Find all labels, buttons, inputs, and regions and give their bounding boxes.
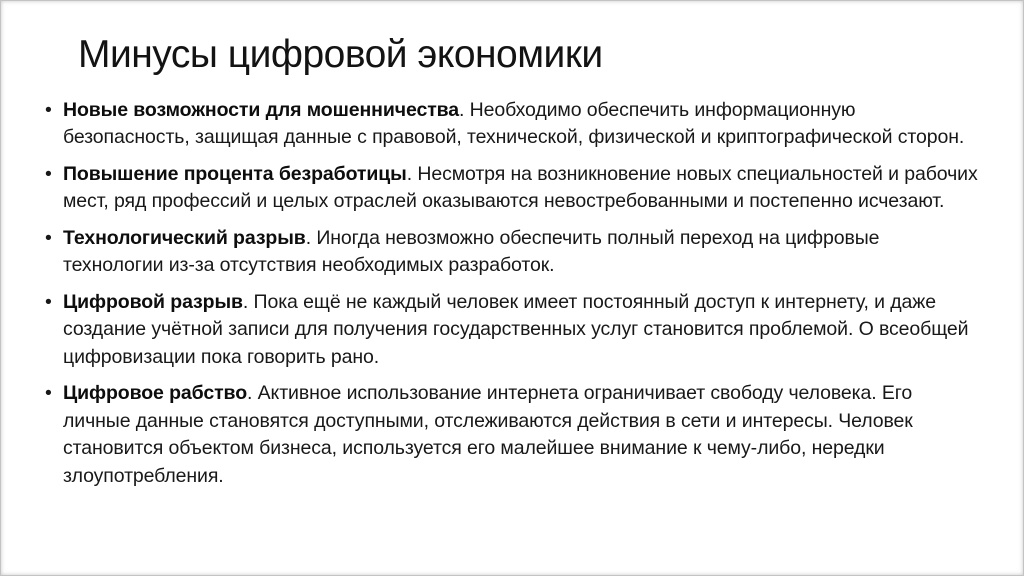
- bullet-icon: •: [45, 162, 52, 185]
- bullet-body: [63, 99, 964, 149]
- bullet-text: . Пока ещё не каждый человек имеет постоянный доступ к интернету, и даже создание учётной записи для получения государственных услуг становится проблемой. О всеобщей цифровизации пока говорить рано.: [63, 290, 969, 368]
- bullet-term: Повышение процента безработицы: [63, 162, 407, 185]
- bullet-term: Технологический разрыв: [63, 226, 306, 249]
- bullet-list: [44, 97, 984, 491]
- bullet-text: . Несмотря на возникновение новых специальностей и рабочих мест, ряд профессий и целых отраслей оказываются невостребованными и постепенно исчезают.: [63, 162, 978, 213]
- bullet-text: . Необходимо обеспечить информационную безопасность, защищая данные с правовой, технической, физической и криптографической сторон.: [63, 98, 965, 149]
- list-item: [44, 97, 984, 152]
- bullet-body: [63, 227, 879, 277]
- bullet-icon: •: [45, 382, 52, 405]
- list-item: [44, 289, 984, 372]
- bullet-text: . Активное использование интернета ограничивает свободу человека. Его личные данные становятся доступными, отслеживаются действия в сети и интересы. Человек становится объектом бизнеса, используется его малейшее внимание к чему-либо, нередки злоупотребления.: [63, 382, 913, 487]
- bullet-icon: •: [45, 98, 52, 121]
- bullet-body: [63, 382, 913, 487]
- bullet-body: [63, 291, 968, 368]
- bullet-text: . Иногда невозможно обеспечить полный переход на цифровые технологии из-за отсутствия необходимых разработок.: [63, 226, 880, 277]
- bullet-icon: •: [45, 226, 52, 249]
- list-item: [44, 161, 984, 216]
- list-item: [44, 225, 984, 280]
- bullet-term: Новые возможности для мошенничества: [63, 98, 460, 121]
- list-item: [44, 380, 984, 490]
- bullet-body: [63, 163, 978, 213]
- slide-title: Минусы цифровой экономики: [78, 33, 603, 76]
- bullet-icon: •: [45, 290, 52, 313]
- bullet-term: Цифровое рабство: [63, 382, 248, 405]
- bullet-term: Цифровой разрыв: [63, 290, 243, 313]
